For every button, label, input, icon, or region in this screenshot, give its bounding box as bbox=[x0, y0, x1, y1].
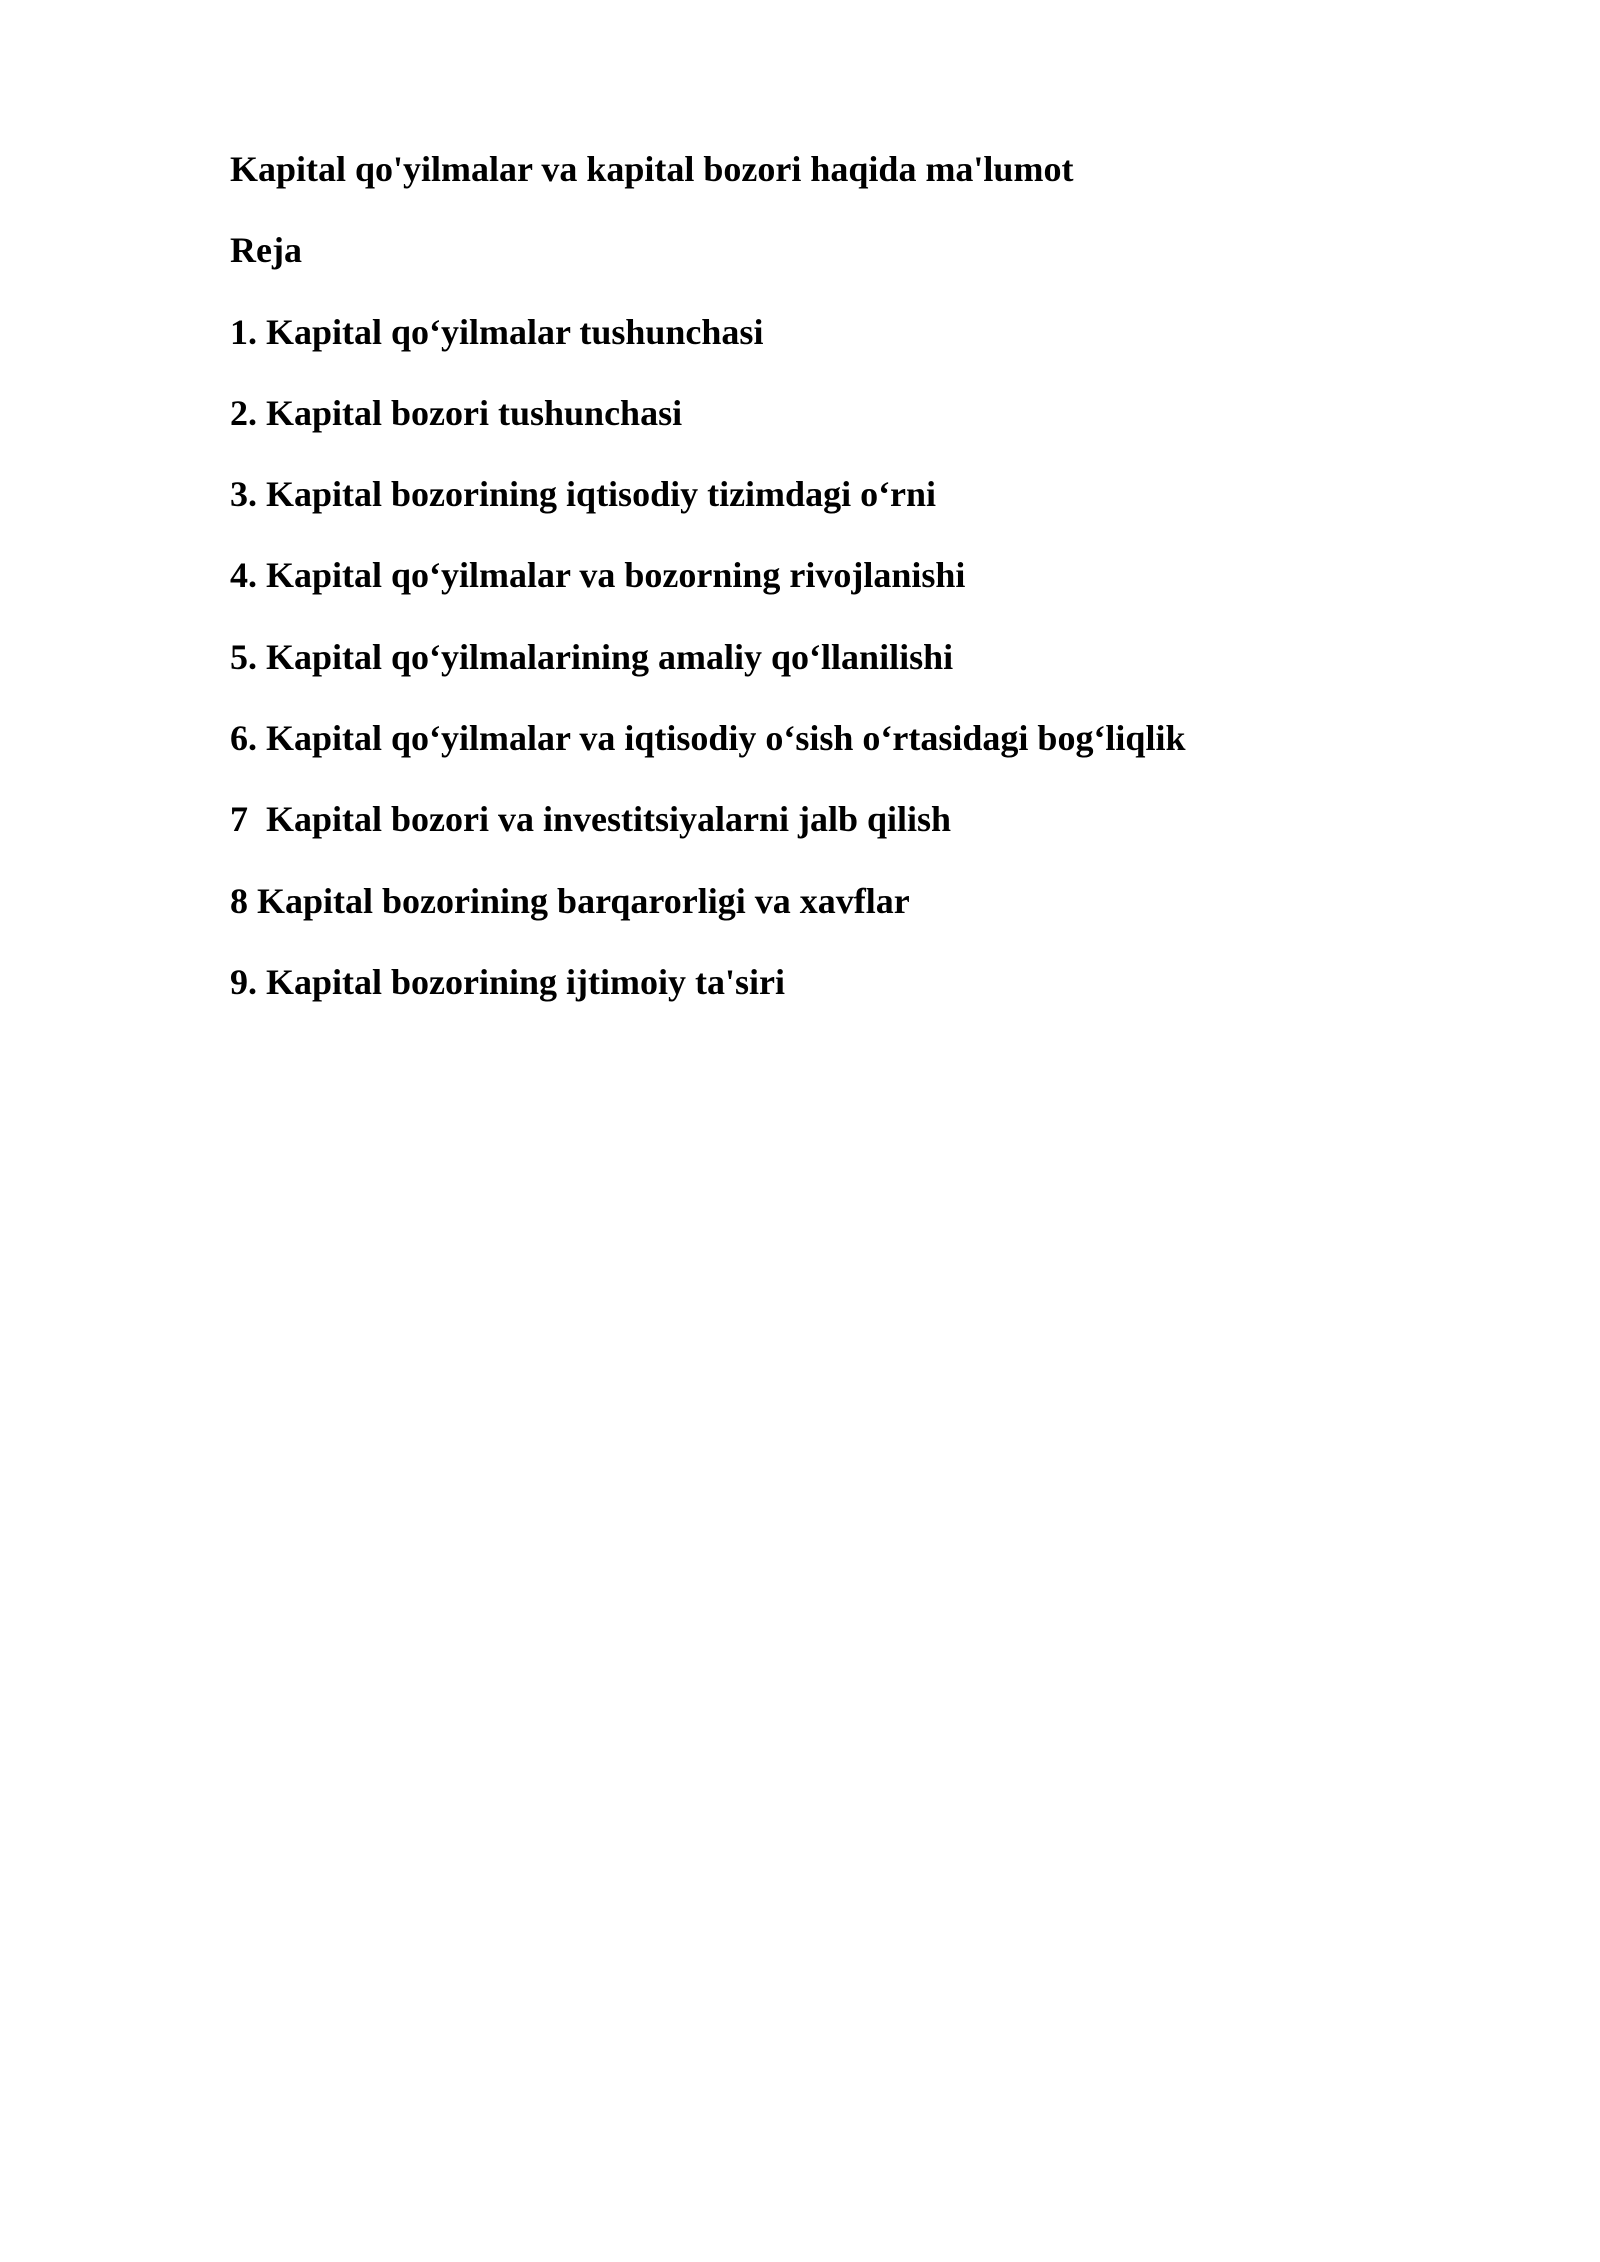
document-title: Kapital qo'yilmalar va kapital bozori haqida ma'lumot bbox=[230, 149, 1074, 189]
plan-item-7: 7 Kapital bozori va investitsiyalarni jalb qilish bbox=[230, 799, 952, 840]
plan-item-3: 3. Kapital bozorining iqtisodiy tizimdagi o‘rni bbox=[230, 474, 937, 515]
plan-item-1: 1. Kapital qo‘yilmalar tushunchasi bbox=[230, 311, 764, 352]
plan-item-5: 5. Kapital qo‘yilmalarining amaliy qo‘llanilishi bbox=[230, 636, 954, 677]
plan-item-2: 2. Kapital bozori tushunchasi bbox=[230, 392, 683, 433]
document-body bbox=[230, 148, 1430, 1042]
plan-heading: Reja bbox=[230, 230, 302, 271]
plan-item-8: 8 Kapital bozorining barqarorligi va xavflar bbox=[230, 880, 910, 921]
plan-item-9: 9. Kapital bozorining ijtimoiy ta'siri bbox=[230, 961, 785, 1002]
plan-item-6: 6. Kapital qo‘yilmalar va iqtisodiy o‘sish o‘rtasidagi bog‘liqlik bbox=[230, 718, 1186, 759]
plan-item-4: 4. Kapital qo‘yilmalar va bozorning rivojlanishi bbox=[230, 555, 966, 596]
